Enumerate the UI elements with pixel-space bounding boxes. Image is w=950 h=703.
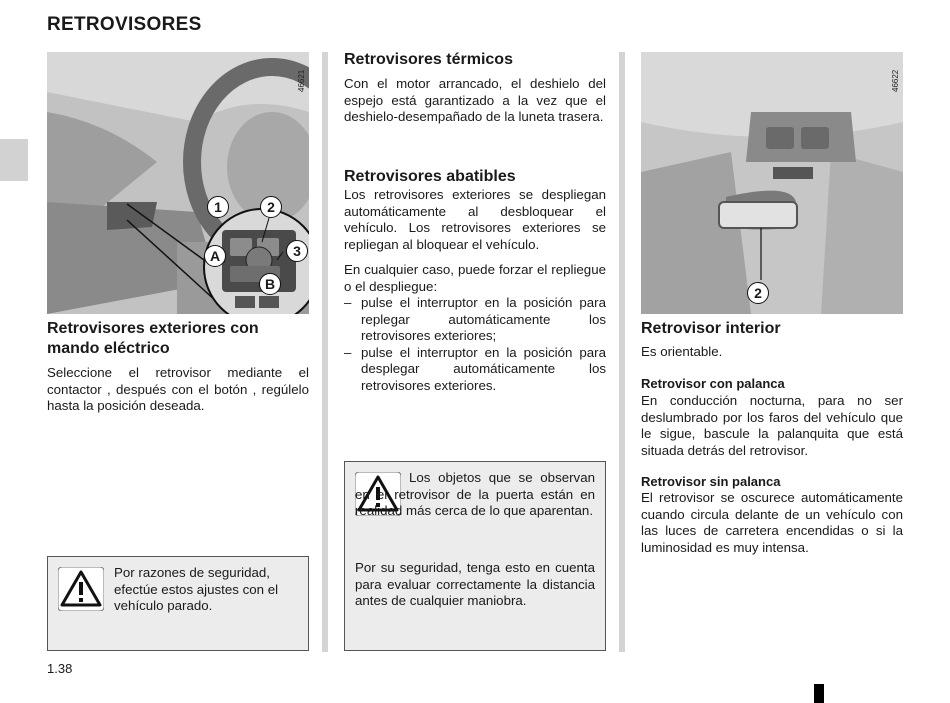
chapter-tab (0, 139, 28, 181)
interior-mirror-intro: Es orientable. (641, 344, 723, 359)
warning-text-left: Por razones de seguridad, efectúe estos ajustes con el vehículo parado. (114, 565, 279, 614)
warning-triangle-icon (58, 567, 104, 611)
folding-mirrors-text: Los retrovisores exteriores se despliegan automáticamente al desbloquear el vehículo. Los retrovisores exteriores se repliegan al bloquear el vehículo. (344, 187, 606, 252)
figure-interior-mirror (641, 52, 903, 314)
heading-folding-mirrors: Retrovisores abatibles (344, 168, 516, 185)
figure-id-left: 46621 (297, 69, 306, 92)
page-title: RETROVISORES (47, 14, 202, 35)
page-number: 1.38 (47, 661, 73, 676)
column-divider-1 (322, 52, 328, 652)
callout-b: B (259, 273, 281, 295)
thermal-mirrors-text: Con el motor arrancado, el deshielo del espejo está garantizado a la vez que el deshielo-desempañado de la luneta trasera. (344, 76, 606, 125)
interior-mirror-illustration (641, 52, 903, 314)
figure-door-controls (47, 52, 309, 314)
callout-2: 2 (260, 196, 282, 218)
callout-a: A (204, 245, 226, 267)
callout-2: 2 (747, 282, 769, 304)
heading-mirror-without-lever: Retrovisor sin palanca (641, 474, 781, 489)
callout-1: 1 (207, 196, 229, 218)
column-divider-2 (619, 52, 625, 652)
warning-text-middle-1: Los objetos que se observan en el retrovisor de la puerta están en realidad más cerca de lo que aparentan. (355, 470, 595, 519)
warning-box-left (47, 556, 309, 651)
mirror-without-lever-text: El retrovisor se oscurece automáticamente cuando circula delante de un vehículo con las luces de carretera encendidas o si la luminosidad es muy intensa. (641, 490, 903, 555)
end-marker (814, 684, 824, 703)
mirror-with-lever-text: En conducción nocturna, para no ser deslumbrado por los faros del vehículo que le sigue, bascule la palanquita que está situada detrás del retrovisor. (641, 393, 903, 458)
warning-box-middle (344, 461, 606, 651)
force-intro-text: En cualquier caso, puede forzar el repliegue o el despliegue: (344, 262, 606, 294)
heading-mirror-with-lever: Retrovisor con palanca (641, 376, 785, 391)
force-list (344, 295, 606, 395)
heading-thermal-mirrors: Retrovisores térmicos (344, 51, 513, 68)
exterior-mirrors-text: Seleccione el retrovisor mediante el contactor , después con el botón , regúlelo hasta la posición deseada. (47, 365, 309, 414)
list-item: – pulse el interruptor en la posición para replegar automáticamente los retrovisores exteriores; (344, 295, 606, 345)
heading-exterior-mirrors: Retrovisores exteriores con mando eléctrico (47, 320, 259, 357)
callout-3: 3 (286, 240, 308, 262)
list-item: – pulse el interruptor en la posición para desplegar automáticamente los retrovisores exteriores. (344, 345, 606, 395)
figure-id-right: 46622 (891, 69, 900, 92)
warning-text-middle-2: Por su seguridad, tenga esto en cuenta para evaluar correctamente la distancia antes de cualquier maniobra. (355, 560, 595, 609)
heading-interior-mirror: Retrovisor interior (641, 320, 781, 337)
